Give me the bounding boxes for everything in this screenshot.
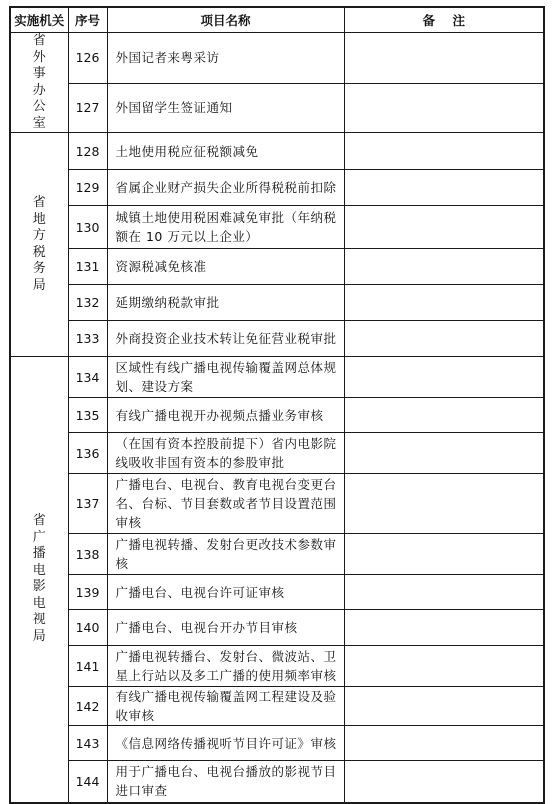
agency-label: 省外事办公室 xyxy=(32,33,46,131)
header-item-name: 项目名称 xyxy=(107,7,344,33)
row-number: 141 xyxy=(68,646,107,687)
note-cell xyxy=(344,170,544,206)
note-cell xyxy=(344,398,544,433)
item-name: 《信息网络传播视听节目许可证》审核 xyxy=(107,726,344,761)
item-name: 广播电台、电视台许可证审核 xyxy=(107,575,344,610)
row-number: 142 xyxy=(68,687,107,726)
table-row xyxy=(10,285,544,321)
table-row xyxy=(10,33,544,84)
item-name: 土地使用税应征税额减免 xyxy=(107,133,344,170)
item-name: 广播电视转播、发射台更改技术参数审核 xyxy=(107,534,344,575)
agency-label: 省广播电影电视局 xyxy=(32,513,46,644)
note-cell xyxy=(344,575,544,610)
note-cell xyxy=(344,433,544,474)
row-number: 132 xyxy=(68,285,107,321)
table-row xyxy=(10,206,544,249)
table-row xyxy=(10,610,544,646)
note-cell xyxy=(344,321,544,357)
table-row xyxy=(10,726,544,761)
note-cell xyxy=(344,610,544,646)
row-number: 138 xyxy=(68,534,107,575)
item-name: 延期缴纳税款审批 xyxy=(107,285,344,321)
note-cell xyxy=(344,726,544,761)
item-name: 区域性有线广播电视传输覆盖网总体规划、建设方案 xyxy=(107,357,344,398)
item-name: 外国记者来粤采访 xyxy=(107,33,344,84)
document-page xyxy=(9,6,545,804)
row-number: 126 xyxy=(68,33,107,84)
table-row xyxy=(10,575,544,610)
note-cell xyxy=(344,206,544,249)
table-row xyxy=(10,398,544,433)
header-agency: 实施机关 xyxy=(10,7,68,33)
item-name: 城镇土地使用税困难减免审批（年纳税额在 10 万元以上企业） xyxy=(107,206,344,249)
item-name: 外国留学生签证通知 xyxy=(107,83,344,132)
note-cell xyxy=(344,474,544,534)
row-number: 129 xyxy=(68,170,107,206)
row-number: 140 xyxy=(68,610,107,646)
item-name: 广播电台、电视台开办节目审核 xyxy=(107,610,344,646)
agency-cell xyxy=(10,357,68,803)
row-number: 143 xyxy=(68,726,107,761)
row-number: 144 xyxy=(68,761,107,803)
table-row xyxy=(10,646,544,687)
table-row xyxy=(10,83,544,132)
note-cell xyxy=(344,83,544,132)
note-cell xyxy=(344,534,544,575)
row-number: 131 xyxy=(68,249,107,285)
item-name: 广播电视转播台、发射台、微波站、卫星上行站以及多工广播的使用频率审核 xyxy=(107,646,344,687)
note-cell xyxy=(344,646,544,687)
row-number: 137 xyxy=(68,474,107,534)
table-header-row xyxy=(10,7,544,33)
item-name: 外商投资企业技术转让免征营业税审批 xyxy=(107,321,344,357)
item-name: 省属企业财产损失企业所得税税前扣除 xyxy=(107,170,344,206)
row-number: 130 xyxy=(68,206,107,249)
item-name: 广播电台、电视台、教育电视台变更台名、台标、节目套数或者节目设置范围审核 xyxy=(107,474,344,534)
item-name: 有线广播电视传输覆盖网工程建设及验收审核 xyxy=(107,687,344,726)
note-cell xyxy=(344,33,544,84)
note-cell xyxy=(344,687,544,726)
note-cell xyxy=(344,285,544,321)
row-number: 135 xyxy=(68,398,107,433)
row-number: 134 xyxy=(68,357,107,398)
item-name: 用于广播电台、电视台播放的影视节目进口审查 xyxy=(107,761,344,803)
row-number: 139 xyxy=(68,575,107,610)
header-number: 序号 xyxy=(68,7,107,33)
agency-cell xyxy=(10,33,68,133)
table-row xyxy=(10,761,544,803)
row-number: 136 xyxy=(68,433,107,474)
header-note: 备注 xyxy=(344,7,544,33)
row-number: 127 xyxy=(68,83,107,132)
table-row xyxy=(10,357,544,398)
table-row xyxy=(10,133,544,170)
approval-items-table xyxy=(9,6,545,804)
item-name: 有线广播电视开办视频点播业务审核 xyxy=(107,398,344,433)
table-row xyxy=(10,170,544,206)
row-number: 133 xyxy=(68,321,107,357)
note-cell xyxy=(344,761,544,803)
table-row xyxy=(10,534,544,575)
row-number: 128 xyxy=(68,133,107,170)
table-row xyxy=(10,249,544,285)
table-row xyxy=(10,687,544,726)
table-row xyxy=(10,433,544,474)
item-name: （在国有资本控股前提下）省内电影院线吸收非国有资本的参股审批 xyxy=(107,433,344,474)
table-row xyxy=(10,321,544,357)
agency-label: 省地方税务局 xyxy=(32,195,46,293)
item-name: 资源税减免核准 xyxy=(107,249,344,285)
note-cell xyxy=(344,249,544,285)
note-cell xyxy=(344,133,544,170)
agency-cell xyxy=(10,133,68,357)
note-cell xyxy=(344,357,544,398)
table-row xyxy=(10,474,544,534)
